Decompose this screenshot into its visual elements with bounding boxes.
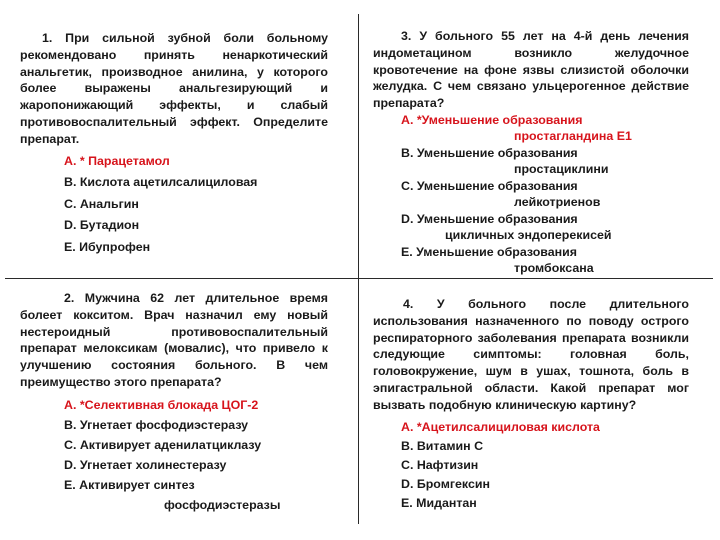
question-1-options [20,151,328,259]
question-3-option-c: С. Уменьшение образования [401,178,578,193]
question-4-options [373,418,689,513]
question-3-option-e-continuation: тромбоксана [514,261,594,276]
question-4-option-b: В. Витамин С [401,438,484,453]
question-3-option-e: Е. Уменьшение образования [401,244,577,259]
question-3-option-d: D. Уменьшение образования [401,211,578,226]
question-1-stem: 1. При сильной зубной боли больному рекомендовано принять ненаркотический анальгетик, производное анилина, у которого более выражены анальгезирующий и жаропонижающий эффекты, и слабый противовоспалительный эффект. Определите препарат. [20,31,328,146]
question-3-option-b: В. Уменьшение образования [401,145,578,160]
question-1-option-d: D. Бутадион [64,218,140,233]
question-3-option-b-continuation: простациклини [514,162,609,177]
question-3-option-c-continuation: лейкотриенов [514,195,601,210]
column-divider [358,14,359,524]
question-3 [373,28,689,277]
question-3-stem: 3. У больного 55 лет на 4-й день лечения индометацином возникло желудочное кровотечение на фоне язвы слизистой оболочки желудка. С чем связано ульцерогенное действие препарата? [373,29,689,111]
question-2-stem: 2. Мужчина 62 лет длительное время болеет кокситом. Врач назначил ему новый нестероидный противовоспалительный препарат мелоксикам (мовалис), что привело к улучшению состояния больного. В чем преимущество этого препарата? [20,291,328,389]
question-2-options [20,395,328,515]
question-2-option-c: С. Активирует аденилатциклазу [64,437,262,452]
question-1-option-a: А. * Парацетамол [64,153,170,168]
question-3-option-d-continuation: цикличных эндоперекисей [445,228,612,243]
question-3-options [373,112,689,277]
question-3-option-a: А. *Уменьшение образования [401,112,583,127]
question-1-option-c: С. Анальгин [64,196,139,211]
question-4-option-e: Е. Мидантан [401,495,477,510]
question-1-option-b: В. Кислота ацетилсалициловая [64,175,258,190]
question-4-option-c: С. Нафтизин [401,457,479,472]
question-2 [20,290,328,515]
question-2-option-e: Е. Активирует синтез [64,477,195,492]
question-4 [373,296,689,513]
question-2-option-b: В. Угнетает фосфодиэстеразу [64,417,249,432]
question-1-option-e: Е. Ибупрофен [64,239,151,254]
question-2-option-e-continuation: фосфодиэстеразы [164,497,281,512]
question-4-option-a: А. *Ацетилсалициловая кислота [401,419,600,434]
question-1 [20,30,328,258]
question-2-option-d: D. Угнетает холинестеразу [64,457,227,472]
question-2-option-a: А. *Селективная блокада ЦОГ-2 [64,397,259,412]
question-4-option-d: D. Бромгексин [401,476,490,491]
question-4-stem: 4. У больного после длительного использования назначенного по поводу острого респираторного заболевания препарата возникли следующие симптомы: головная боль, головокружение, шум в ушах, тошнота, боль в эпигастральной области. Какой препарат мог вызвать подобную клиническую картину? [373,297,689,412]
row-divider [5,278,713,279]
question-3-option-a-continuation: простагландина Е1 [514,129,632,144]
